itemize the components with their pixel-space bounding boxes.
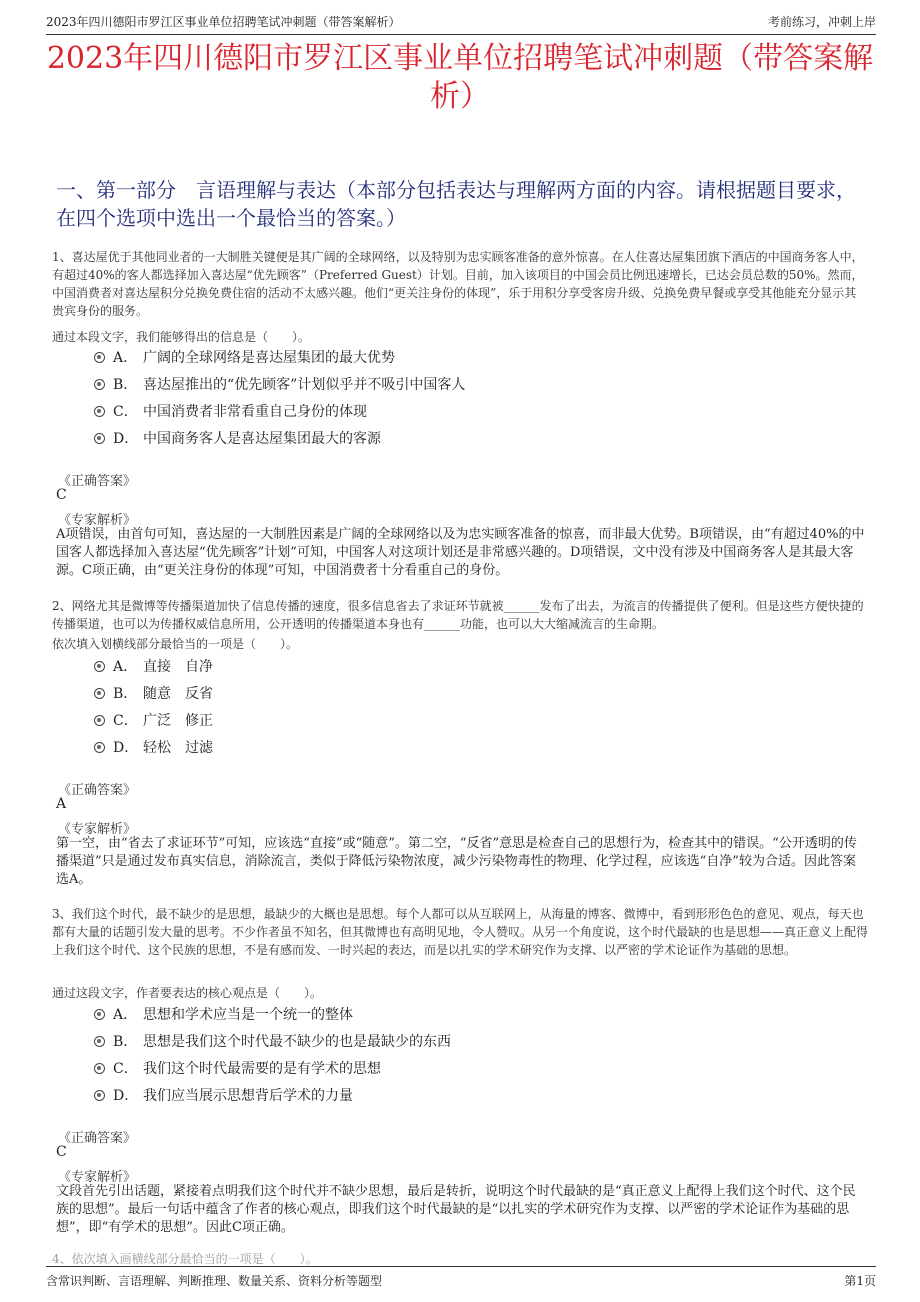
question-1-answer-label: 《正确答案》 — [58, 474, 137, 489]
radio-icon[interactable] — [94, 352, 105, 363]
header-slogan: 考前练习，冲刺上岸 — [767, 15, 876, 29]
question-3-explanation: 文段首先引出话题，紧接着点明我们这个时代并不缺少思想，最后是转折，说明这个时代最缺的是“真正意义上配得上我们这个时代、这个民族的思想”。最后一句话中蕴含了作者的核心观点，即我们这个时代最缺的是“以扎实的学术研究作为支撑、以严密的学术论证作为基础的思想”，即“有学术的思想”。因此C项正确。 — [56, 1184, 856, 1235]
radio-icon[interactable] — [94, 742, 105, 753]
question-1-prompt: 通过本段文字，我们能够得出的信息是（ ）。 — [52, 330, 311, 344]
question-2-explanation: 第一空，由“省去了求证环节”可知，应该选“直接”或“随意”。第二空，“反省”意思是检查自己的思想行为，检查其中的错误。“公开透明的传播渠道”只是通过发布真实信息，消除流言，类似于降低污染物浓度，减少污染物毒性的物理、化学过程，应该选“自净”较为合适。因此答案选A。 — [56, 836, 857, 887]
radio-icon[interactable] — [94, 715, 105, 726]
page-header — [46, 10, 876, 35]
radio-icon[interactable] — [94, 433, 105, 444]
page-title: 2023年四川德阳市罗江区事业单位招聘笔试冲刺题（带答案解析） — [46, 41, 874, 114]
radio-icon[interactable] — [94, 1090, 105, 1101]
question-1-option-c[interactable]: C． 中国消费者非常看重自己身份的体现 — [94, 401, 367, 421]
question-2-option-b[interactable]: B． 随意 反省 — [94, 683, 213, 703]
question-2-option-d[interactable]: D． 轻松 过滤 — [94, 737, 213, 757]
question-3-option-d[interactable]: D． 我们应当展示思想背后学术的力量 — [94, 1085, 353, 1105]
question-2-option-c[interactable]: C． 广泛 修正 — [94, 710, 213, 730]
page-number: 第1页 — [844, 1274, 876, 1288]
question-3-answer-label: 《正确答案》 — [58, 1131, 137, 1146]
question-1-option-a[interactable]: A． 广阔的全球网络是喜达屋集团的最大优势 — [94, 347, 395, 367]
radio-icon[interactable] — [94, 379, 105, 390]
question-2-answer-label: 《正确答案》 — [58, 783, 137, 798]
question-1-explanation-label: 《专家解析》 — [58, 513, 137, 528]
question-2-answer: A — [56, 796, 67, 812]
question-3-text: 3、我们这个时代，最不缺少的是思想，最缺少的大概也是思想。每个人都可以从互联网上，从海量的博客、微博中，看到形形色色的意见、观点，每天也都有大量的话题引发大量的思考。不少作者虽不知名，但其微博也有高明见地，令人赞叹。从另一个角度说，这个时代最缺的也是思想——真正意义上配得上我们这个时代、这个民族的思想，不是有感而发、一时兴起的表达，而是以扎实的学术研究作为支撑、以严密的学术论证作为基础的思想。 — [52, 907, 869, 957]
radio-icon[interactable] — [94, 1009, 105, 1020]
question-3-explanation-label: 《专家解析》 — [58, 1170, 137, 1185]
question-1-answer: C — [56, 487, 67, 503]
question-2-text: 2、网络尤其是微博等传播渠道加快了信息传播的速度，很多信息省去了求证环节就被______发布了出去，为流言的传播提供了便利。但是这些方便快捷的传播渠道，也可以为传播权威信息所用，公开透明的传播渠道本身也有______功能，也可以大大缩减流言的生命期。 — [52, 599, 864, 631]
question-3-option-b[interactable]: B． 思想是我们这个时代最不缺少的也是最缺少的东西 — [94, 1031, 451, 1051]
question-1-option-b[interactable]: B． 喜达屋推出的“优先顾客”计划似乎并不吸引中国客人 — [94, 374, 465, 394]
page-footer — [46, 1266, 876, 1291]
question-4-cutoff: 4、依次填入画横线部分最恰当的一项是（ ）。 — [52, 1252, 318, 1266]
section-heading: 一、第一部分 言语理解与表达（本部分包括表达与理解两方面的内容。请根据题目要求，在四个选项中选出一个最恰当的答案。） — [56, 178, 856, 230]
question-1-explanation: A项错误，由首句可知，喜达屋的一大制胜因素是广阔的全球网络以及为忠实顾客准备的惊喜，而非最大优势。B项错误，由“有超过40%的中国客人都选择加入喜达屋“优先顾客”计划”可知，中国客人对这项计划还是非常感兴趣的。D项错误，文中没有涉及中国商务客人是其最大客源。C项正确，由“更关注身份的体现”可知，中国消费者十分看重自己的身份。 — [56, 527, 865, 578]
header-doc-title: 2023年四川德阳市罗江区事业单位招聘笔试冲刺题（带答案解析） — [46, 15, 401, 29]
question-3-answer: C — [56, 1144, 67, 1160]
question-1-text: 1、喜达屋优于其他同业者的一大制胜关键便是其广阔的全球网络，以及特别为忠实顾客准备的意外惊喜。在人住喜达屋集团旗下酒店的中国商务客人中，有超过40%的客人都选择加入喜达屋“优先顾客”（Preferred Guest）计划。目前，加入该项目的中国会员比例迅速增长，已达会员总数的50%。然而，中国消费者对喜达屋积分兑换免费住宿的活动不太感兴趣。他们“更关注身份的体现”，乐于用积分享受客房升级、兑换免费早餐或享受其他能充分显示其贵宾身份的服务。 — [52, 250, 864, 318]
question-3-prompt: 通过这段文字，作者要表达的核心观点是（ ）。 — [52, 986, 323, 1000]
radio-icon[interactable] — [94, 1063, 105, 1074]
radio-icon[interactable] — [94, 688, 105, 699]
question-1-option-d[interactable]: D． 中国商务客人是喜达屋集团最大的客源 — [94, 428, 381, 448]
question-2-explanation-label: 《专家解析》 — [58, 822, 137, 837]
question-3-option-c[interactable]: C． 我们这个时代最需要的是有学术的思想 — [94, 1058, 381, 1078]
question-3-option-a[interactable]: A． 思想和学术应当是一个统一的整体 — [94, 1004, 353, 1024]
radio-icon[interactable] — [94, 661, 105, 672]
question-2-prompt: 依次填入划横线部分最恰当的一项是（ ）。 — [52, 637, 299, 651]
footer-description: 含常识判断、言语理解、判断推理、数量关系、资料分析等题型 — [46, 1274, 383, 1288]
radio-icon[interactable] — [94, 406, 105, 417]
radio-icon[interactable] — [94, 1036, 105, 1047]
question-2-option-a[interactable]: A． 直接 自净 — [94, 656, 213, 676]
